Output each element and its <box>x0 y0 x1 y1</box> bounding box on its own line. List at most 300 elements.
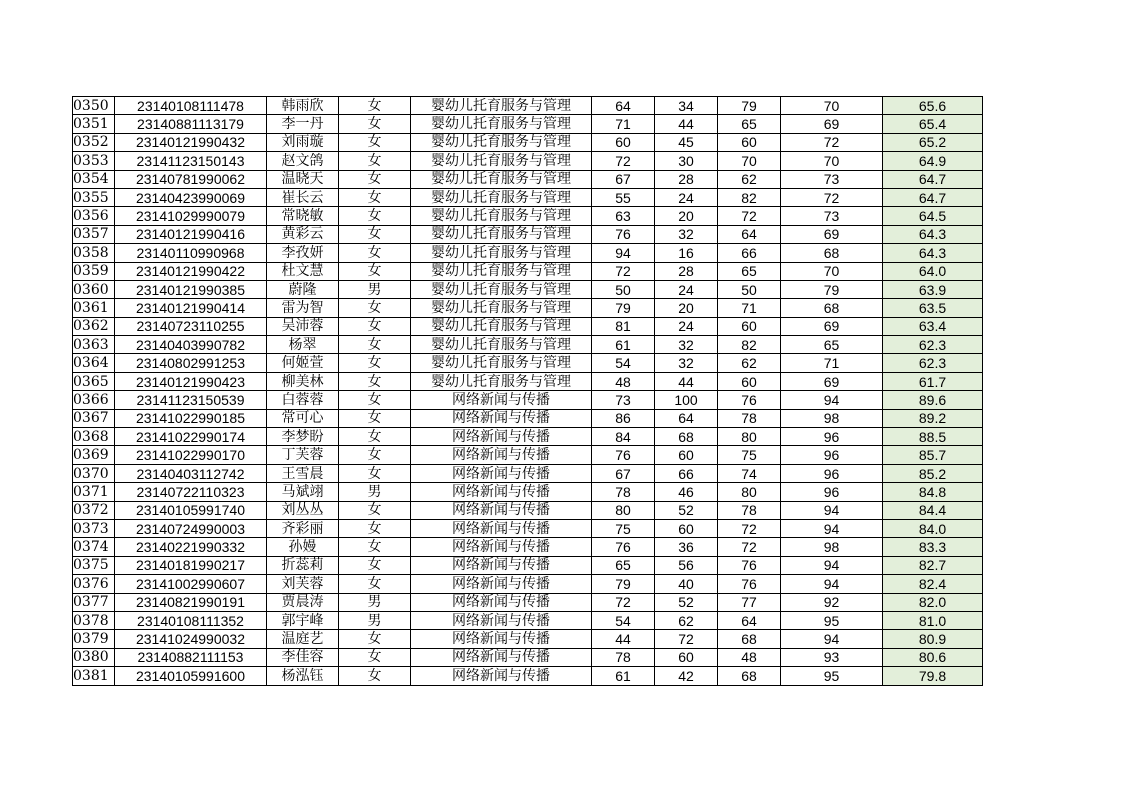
seq-number-cell: 0364 <box>73 354 115 372</box>
gender-cell: 女 <box>339 115 411 133</box>
exam-id-cell: 23141123150143 <box>115 152 267 170</box>
gender-cell: 女 <box>339 97 411 115</box>
score-4-cell: 96 <box>781 464 883 482</box>
score-4-cell: 71 <box>781 354 883 372</box>
score-4-cell: 69 <box>781 225 883 243</box>
score-3-cell: 60 <box>718 317 781 335</box>
score-4-cell: 70 <box>781 152 883 170</box>
score-4-cell: 73 <box>781 170 883 188</box>
score-4-cell: 96 <box>781 483 883 501</box>
exam-id-cell: 23141022990174 <box>115 428 267 446</box>
major-cell: 网络新闻与传播 <box>411 611 592 629</box>
name-cell: 李一丹 <box>267 115 339 133</box>
table-row <box>73 391 983 409</box>
score-2-cell: 30 <box>655 152 718 170</box>
total-score-cell: 62.3 <box>883 336 983 354</box>
name-cell: 杨泓钰 <box>267 667 339 685</box>
total-score-cell: 64.5 <box>883 207 983 225</box>
score-4-cell: 98 <box>781 409 883 427</box>
major-cell: 网络新闻与传播 <box>411 575 592 593</box>
score-3-cell: 64 <box>718 225 781 243</box>
table-row <box>73 556 983 574</box>
score-2-cell: 45 <box>655 133 718 151</box>
score-4-cell: 92 <box>781 593 883 611</box>
score-1-cell: 72 <box>592 262 655 280</box>
score-3-cell: 72 <box>718 538 781 556</box>
exam-id-cell: 23140121990432 <box>115 133 267 151</box>
score-2-cell: 44 <box>655 372 718 390</box>
seq-number-cell: 0353 <box>73 152 115 170</box>
major-cell: 网络新闻与传播 <box>411 409 592 427</box>
major-cell: 婴幼儿托育服务与管理 <box>411 244 592 262</box>
score-4-cell: 69 <box>781 317 883 335</box>
score-1-cell: 55 <box>592 188 655 206</box>
gender-cell: 女 <box>339 152 411 170</box>
table-row <box>73 262 983 280</box>
table-row <box>73 207 983 225</box>
seq-number-cell: 0379 <box>73 630 115 648</box>
score-4-cell: 95 <box>781 611 883 629</box>
major-cell: 网络新闻与传播 <box>411 519 592 537</box>
score-1-cell: 94 <box>592 244 655 262</box>
table-row <box>73 409 983 427</box>
seq-number-cell: 0375 <box>73 556 115 574</box>
score-2-cell: 72 <box>655 630 718 648</box>
name-cell: 常可心 <box>267 409 339 427</box>
exam-id-cell: 23140121990414 <box>115 299 267 317</box>
score-1-cell: 67 <box>592 170 655 188</box>
exam-id-cell: 23141024990032 <box>115 630 267 648</box>
score-1-cell: 76 <box>592 446 655 464</box>
score-1-cell: 67 <box>592 464 655 482</box>
score-1-cell: 73 <box>592 391 655 409</box>
score-4-cell: 94 <box>781 630 883 648</box>
score-3-cell: 78 <box>718 409 781 427</box>
seq-number-cell: 0369 <box>73 446 115 464</box>
score-3-cell: 70 <box>718 152 781 170</box>
major-cell: 网络新闻与传播 <box>411 464 592 482</box>
seq-number-cell: 0368 <box>73 428 115 446</box>
total-score-cell: 84.0 <box>883 519 983 537</box>
score-1-cell: 80 <box>592 501 655 519</box>
exam-id-cell: 23140403990782 <box>115 336 267 354</box>
score-2-cell: 44 <box>655 115 718 133</box>
exam-id-cell: 23140221990332 <box>115 538 267 556</box>
table-row <box>73 97 983 115</box>
seq-number-cell: 0373 <box>73 519 115 537</box>
major-cell: 婴幼儿托育服务与管理 <box>411 299 592 317</box>
score-4-cell: 98 <box>781 538 883 556</box>
score-3-cell: 65 <box>718 262 781 280</box>
seq-number-cell: 0361 <box>73 299 115 317</box>
name-cell: 赵文鸽 <box>267 152 339 170</box>
major-cell: 婴幼儿托育服务与管理 <box>411 207 592 225</box>
score-2-cell: 60 <box>655 446 718 464</box>
score-2-cell: 20 <box>655 207 718 225</box>
name-cell: 郭宇峰 <box>267 611 339 629</box>
gender-cell: 女 <box>339 630 411 648</box>
gender-cell: 女 <box>339 170 411 188</box>
total-score-cell: 64.7 <box>883 170 983 188</box>
seq-number-cell: 0356 <box>73 207 115 225</box>
score-4-cell: 72 <box>781 188 883 206</box>
score-1-cell: 86 <box>592 409 655 427</box>
total-score-cell: 65.2 <box>883 133 983 151</box>
exam-id-cell: 23140724990003 <box>115 519 267 537</box>
major-cell: 婴幼儿托育服务与管理 <box>411 280 592 298</box>
name-cell: 杜文慧 <box>267 262 339 280</box>
seq-number-cell: 0381 <box>73 667 115 685</box>
total-score-cell: 64.0 <box>883 262 983 280</box>
table-row <box>73 336 983 354</box>
total-score-cell: 81.0 <box>883 611 983 629</box>
gender-cell: 女 <box>339 244 411 262</box>
total-score-cell: 85.7 <box>883 446 983 464</box>
score-3-cell: 80 <box>718 428 781 446</box>
seq-number-cell: 0362 <box>73 317 115 335</box>
score-4-cell: 94 <box>781 519 883 537</box>
name-cell: 王雪晨 <box>267 464 339 482</box>
score-4-cell: 94 <box>781 501 883 519</box>
major-cell: 网络新闻与传播 <box>411 428 592 446</box>
score-1-cell: 81 <box>592 317 655 335</box>
table-row <box>73 428 983 446</box>
exam-id-cell: 23140121990385 <box>115 280 267 298</box>
name-cell: 吴沛蓉 <box>267 317 339 335</box>
seq-number-cell: 0352 <box>73 133 115 151</box>
exam-id-cell: 23141022990185 <box>115 409 267 427</box>
name-cell: 韩雨欣 <box>267 97 339 115</box>
seq-number-cell: 0371 <box>73 483 115 501</box>
table-row <box>73 354 983 372</box>
name-cell: 李孜妍 <box>267 244 339 262</box>
name-cell: 温晓天 <box>267 170 339 188</box>
seq-number-cell: 0380 <box>73 648 115 666</box>
score-1-cell: 65 <box>592 556 655 574</box>
table-row <box>73 280 983 298</box>
score-2-cell: 28 <box>655 262 718 280</box>
seq-number-cell: 0359 <box>73 262 115 280</box>
score-3-cell: 74 <box>718 464 781 482</box>
seq-number-cell: 0365 <box>73 372 115 390</box>
gender-cell: 女 <box>339 667 411 685</box>
score-2-cell: 16 <box>655 244 718 262</box>
score-1-cell: 75 <box>592 519 655 537</box>
exam-id-cell: 23140722110323 <box>115 483 267 501</box>
score-4-cell: 70 <box>781 97 883 115</box>
score-2-cell: 100 <box>655 391 718 409</box>
name-cell: 黄彩云 <box>267 225 339 243</box>
score-1-cell: 44 <box>592 630 655 648</box>
table-row <box>73 372 983 390</box>
gender-cell: 女 <box>339 317 411 335</box>
score-3-cell: 78 <box>718 501 781 519</box>
name-cell: 温庭艺 <box>267 630 339 648</box>
score-3-cell: 77 <box>718 593 781 611</box>
gender-cell: 男 <box>339 611 411 629</box>
exam-id-cell: 23140105991740 <box>115 501 267 519</box>
exam-id-cell: 23140108111352 <box>115 611 267 629</box>
table-row <box>73 483 983 501</box>
exam-id-cell: 23140723110255 <box>115 317 267 335</box>
score-1-cell: 79 <box>592 575 655 593</box>
name-cell: 柳美林 <box>267 372 339 390</box>
score-4-cell: 95 <box>781 667 883 685</box>
gender-cell: 男 <box>339 593 411 611</box>
name-cell: 李佳容 <box>267 648 339 666</box>
score-1-cell: 64 <box>592 97 655 115</box>
major-cell: 网络新闻与传播 <box>411 446 592 464</box>
score-3-cell: 66 <box>718 244 781 262</box>
score-3-cell: 64 <box>718 611 781 629</box>
score-3-cell: 60 <box>718 133 781 151</box>
name-cell: 孙嫚 <box>267 538 339 556</box>
total-score-cell: 83.3 <box>883 538 983 556</box>
gender-cell: 男 <box>339 280 411 298</box>
score-4-cell: 94 <box>781 391 883 409</box>
exam-id-cell: 23140423990069 <box>115 188 267 206</box>
score-3-cell: 48 <box>718 648 781 666</box>
score-3-cell: 65 <box>718 115 781 133</box>
score-1-cell: 54 <box>592 354 655 372</box>
score-2-cell: 62 <box>655 611 718 629</box>
score-1-cell: 76 <box>592 538 655 556</box>
score-2-cell: 52 <box>655 593 718 611</box>
seq-number-cell: 0357 <box>73 225 115 243</box>
table-row <box>73 317 983 335</box>
score-2-cell: 20 <box>655 299 718 317</box>
major-cell: 网络新闻与传播 <box>411 391 592 409</box>
score-4-cell: 68 <box>781 244 883 262</box>
gender-cell: 女 <box>339 446 411 464</box>
score-1-cell: 78 <box>592 483 655 501</box>
exam-id-cell: 23141002990607 <box>115 575 267 593</box>
seq-number-cell: 0376 <box>73 575 115 593</box>
major-cell: 网络新闻与传播 <box>411 501 592 519</box>
gender-cell: 女 <box>339 501 411 519</box>
seq-number-cell: 0351 <box>73 115 115 133</box>
table-row <box>73 519 983 537</box>
total-score-cell: 61.7 <box>883 372 983 390</box>
gender-cell: 女 <box>339 299 411 317</box>
gender-cell: 女 <box>339 428 411 446</box>
name-cell: 崔长云 <box>267 188 339 206</box>
gender-cell: 女 <box>339 188 411 206</box>
score-2-cell: 52 <box>655 501 718 519</box>
score-4-cell: 69 <box>781 372 883 390</box>
seq-number-cell: 0378 <box>73 611 115 629</box>
total-score-cell: 79.8 <box>883 667 983 685</box>
score-2-cell: 24 <box>655 188 718 206</box>
seq-number-cell: 0350 <box>73 97 115 115</box>
name-cell: 刘雨璇 <box>267 133 339 151</box>
name-cell: 雷为智 <box>267 299 339 317</box>
score-4-cell: 65 <box>781 336 883 354</box>
score-3-cell: 72 <box>718 519 781 537</box>
gender-cell: 女 <box>339 556 411 574</box>
seq-number-cell: 0370 <box>73 464 115 482</box>
score-3-cell: 75 <box>718 446 781 464</box>
seq-number-cell: 0374 <box>73 538 115 556</box>
score-2-cell: 42 <box>655 667 718 685</box>
score-2-cell: 66 <box>655 464 718 482</box>
gender-cell: 女 <box>339 464 411 482</box>
score-3-cell: 79 <box>718 97 781 115</box>
table-row <box>73 630 983 648</box>
score-3-cell: 50 <box>718 280 781 298</box>
name-cell: 折蕊莉 <box>267 556 339 574</box>
score-3-cell: 82 <box>718 188 781 206</box>
table-row <box>73 611 983 629</box>
seq-number-cell: 0367 <box>73 409 115 427</box>
score-2-cell: 60 <box>655 648 718 666</box>
major-cell: 婴幼儿托育服务与管理 <box>411 97 592 115</box>
score-1-cell: 60 <box>592 133 655 151</box>
score-4-cell: 72 <box>781 133 883 151</box>
table-row <box>73 188 983 206</box>
name-cell: 杨翠 <box>267 336 339 354</box>
exam-id-cell: 23140802991253 <box>115 354 267 372</box>
exam-id-cell: 23140881113179 <box>115 115 267 133</box>
exam-id-cell: 23140121990416 <box>115 225 267 243</box>
name-cell: 马斌翊 <box>267 483 339 501</box>
total-score-cell: 65.4 <box>883 115 983 133</box>
table-row <box>73 170 983 188</box>
seq-number-cell: 0355 <box>73 188 115 206</box>
total-score-cell: 80.9 <box>883 630 983 648</box>
major-cell: 婴幼儿托育服务与管理 <box>411 133 592 151</box>
score-4-cell: 69 <box>781 115 883 133</box>
major-cell: 网络新闻与传播 <box>411 538 592 556</box>
score-3-cell: 76 <box>718 391 781 409</box>
score-1-cell: 61 <box>592 336 655 354</box>
table-row <box>73 464 983 482</box>
name-cell: 李梦盼 <box>267 428 339 446</box>
major-cell: 网络新闻与传播 <box>411 593 592 611</box>
score-3-cell: 76 <box>718 556 781 574</box>
score-1-cell: 79 <box>592 299 655 317</box>
gender-cell: 女 <box>339 262 411 280</box>
score-1-cell: 72 <box>592 593 655 611</box>
score-2-cell: 36 <box>655 538 718 556</box>
total-score-cell: 82.0 <box>883 593 983 611</box>
major-cell: 婴幼儿托育服务与管理 <box>411 188 592 206</box>
exam-id-cell: 23140403112742 <box>115 464 267 482</box>
score-2-cell: 68 <box>655 428 718 446</box>
score-2-cell: 32 <box>655 225 718 243</box>
major-cell: 婴幼儿托育服务与管理 <box>411 336 592 354</box>
exam-id-cell: 23140121990423 <box>115 372 267 390</box>
total-score-cell: 63.9 <box>883 280 983 298</box>
score-4-cell: 96 <box>781 428 883 446</box>
exam-id-cell: 23140181990217 <box>115 556 267 574</box>
gender-cell: 女 <box>339 648 411 666</box>
exam-id-cell: 23140821990191 <box>115 593 267 611</box>
score-2-cell: 64 <box>655 409 718 427</box>
table-row <box>73 501 983 519</box>
major-cell: 婴幼儿托育服务与管理 <box>411 262 592 280</box>
name-cell: 刘芙蓉 <box>267 575 339 593</box>
score-4-cell: 96 <box>781 446 883 464</box>
name-cell: 丁芙蓉 <box>267 446 339 464</box>
table-row <box>73 575 983 593</box>
name-cell: 贾晨涛 <box>267 593 339 611</box>
score-3-cell: 62 <box>718 170 781 188</box>
score-1-cell: 84 <box>592 428 655 446</box>
total-score-cell: 80.6 <box>883 648 983 666</box>
exam-id-cell: 23140110990968 <box>115 244 267 262</box>
table-row <box>73 152 983 170</box>
gender-cell: 女 <box>339 519 411 537</box>
score-3-cell: 60 <box>718 372 781 390</box>
table-row <box>73 133 983 151</box>
score-3-cell: 80 <box>718 483 781 501</box>
score-3-cell: 68 <box>718 630 781 648</box>
score-3-cell: 71 <box>718 299 781 317</box>
score-2-cell: 28 <box>655 170 718 188</box>
score-3-cell: 68 <box>718 667 781 685</box>
name-cell: 蔚隆 <box>267 280 339 298</box>
seq-number-cell: 0372 <box>73 501 115 519</box>
score-2-cell: 56 <box>655 556 718 574</box>
score-3-cell: 72 <box>718 207 781 225</box>
major-cell: 婴幼儿托育服务与管理 <box>411 170 592 188</box>
exam-id-cell: 23140108111478 <box>115 97 267 115</box>
table-row <box>73 446 983 464</box>
major-cell: 婴幼儿托育服务与管理 <box>411 225 592 243</box>
score-4-cell: 94 <box>781 556 883 574</box>
table-row <box>73 667 983 685</box>
seq-number-cell: 0360 <box>73 280 115 298</box>
total-score-cell: 64.3 <box>883 244 983 262</box>
exam-id-cell: 23141029990079 <box>115 207 267 225</box>
total-score-cell: 85.2 <box>883 464 983 482</box>
score-2-cell: 46 <box>655 483 718 501</box>
total-score-cell: 84.4 <box>883 501 983 519</box>
score-3-cell: 62 <box>718 354 781 372</box>
total-score-cell: 84.8 <box>883 483 983 501</box>
gender-cell: 女 <box>339 409 411 427</box>
total-score-cell: 82.7 <box>883 556 983 574</box>
major-cell: 婴幼儿托育服务与管理 <box>411 115 592 133</box>
exam-id-cell: 23140882111153 <box>115 648 267 666</box>
score-1-cell: 76 <box>592 225 655 243</box>
major-cell: 婴幼儿托育服务与管理 <box>411 372 592 390</box>
gender-cell: 女 <box>339 207 411 225</box>
seq-number-cell: 0363 <box>73 336 115 354</box>
gender-cell: 女 <box>339 575 411 593</box>
name-cell: 何姬萱 <box>267 354 339 372</box>
gender-cell: 男 <box>339 483 411 501</box>
total-score-cell: 63.5 <box>883 299 983 317</box>
score-1-cell: 71 <box>592 115 655 133</box>
exam-id-cell: 23141123150539 <box>115 391 267 409</box>
total-score-cell: 65.6 <box>883 97 983 115</box>
score-1-cell: 54 <box>592 611 655 629</box>
score-4-cell: 68 <box>781 299 883 317</box>
score-2-cell: 34 <box>655 97 718 115</box>
gender-cell: 女 <box>339 133 411 151</box>
total-score-cell: 63.4 <box>883 317 983 335</box>
table-body <box>73 97 983 686</box>
table-row <box>73 538 983 556</box>
score-2-cell: 32 <box>655 336 718 354</box>
gender-cell: 女 <box>339 336 411 354</box>
score-4-cell: 94 <box>781 575 883 593</box>
seq-number-cell: 0354 <box>73 170 115 188</box>
total-score-cell: 88.5 <box>883 428 983 446</box>
name-cell: 常晓敏 <box>267 207 339 225</box>
